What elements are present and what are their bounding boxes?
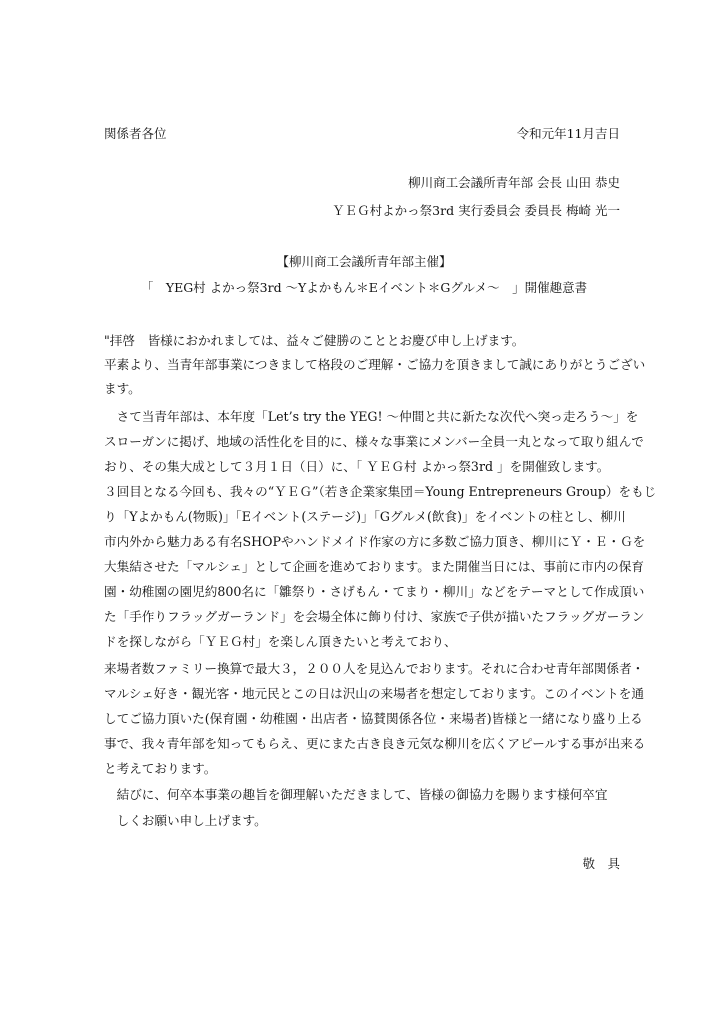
body-line: してご協力頂いた(保育園・幼稚園・出店者・協賛関係各位・来場者)皆様と一緒になり盛り上る xyxy=(104,711,643,726)
body-line: さて当青年部は、本年度「Let’s try the YEG! 〜仲間と共に新たな次代へ突っ走ろう〜」を xyxy=(104,409,639,424)
sender-chairman: 柳川商工会議所青年部 会長 山田 恭史 xyxy=(408,175,620,190)
addressee: 関係者各位 xyxy=(104,126,167,141)
body-line: ます。 xyxy=(104,381,141,396)
body-line: た「手作りフラッグガーランド」を会場全体に飾り付け、家族で子供が描いたフラッグガーラン xyxy=(104,609,645,624)
body-line: しくお願い申し上げます。 xyxy=(104,813,267,828)
body-line: り「Yよかもん(物販)」「Eイベント(ステージ)」「Gグルメ(飲食)」をイベントの柱とし、柳川 xyxy=(104,509,626,524)
body-line: 結びに、何卒本事業の趣旨を御理解いただきまして、皆様の御協力を賜ります様何卒宜 xyxy=(104,787,608,802)
document-title: 「 YEG村 よかっ祭3rd 〜Yよかもん＊Eイベント＊Gグルメ〜 」開催趣意書 xyxy=(140,280,588,295)
body-line: 事で、我々青年部を知ってもらえ、更にまた古き良き元気な柳川を広くアピールする事が出来る xyxy=(104,736,646,751)
body-line: 平素より、当青年部事業につきまして格段のご理解・ご協力を頂きまして誠にありがとうござい xyxy=(104,357,646,372)
document-date: 令和元年11月吉日 xyxy=(516,126,620,141)
body-line: と考えております。 xyxy=(104,761,217,776)
body-line: ドを探しながら「ＹＥＧ村」を楽しん頂きたいと考えており、 xyxy=(104,634,457,649)
closing-salutation: 敬 具 xyxy=(582,856,620,871)
body-line: スローガンに掲げ、地域の活性化を目的に、様々な事業にメンバー全員一丸となって取り組んで xyxy=(104,434,644,449)
body-line: ３回目となる今回も、我々の“ＹＥＧ”（若き企業家集団＝Young Entrepreneurs Group）をもじ xyxy=(104,484,657,499)
body-line: マルシェ好き・観光客・地元民とこの日は沢山の来場者を想定しております。このイベントを通 xyxy=(104,686,644,701)
sender-committee-chair: ＹＥＧ村よかっ祭3rd 実行委員会 委員長 梅崎 光一 xyxy=(332,203,620,218)
body-line: "拝啓 皆様におかれましては、益々ご健勝のこととお慶び申し上げます。 xyxy=(104,333,525,348)
body-line: 園・幼稚園の園児約800名に「雛祭り・さげもん・てまり・柳川」などをテーマとして作成頂い xyxy=(104,584,645,599)
organizer-heading: 【柳川商工会議所青年部主催】 xyxy=(276,254,452,269)
body-line: 大集結させた「マルシェ」として企画を進めております。また開催当日には、事前に市内の保育 xyxy=(104,559,644,574)
body-line: 市内外から魅力ある有名SHOPやハンドメイド作家の方に多数ご協力頂き、柳川にＹ・Ｅ・Ｇを xyxy=(104,534,646,549)
body-line: おり、その集大成として３月１日（日）に、「 ＹＥＧ村 よかっ祭3rd 」を開催致します。 xyxy=(104,459,610,474)
body-line: 来場者数ファミリー換算で最大３，２００人を見込んでおります。それに合わせ青年部関係者・ xyxy=(104,661,645,676)
